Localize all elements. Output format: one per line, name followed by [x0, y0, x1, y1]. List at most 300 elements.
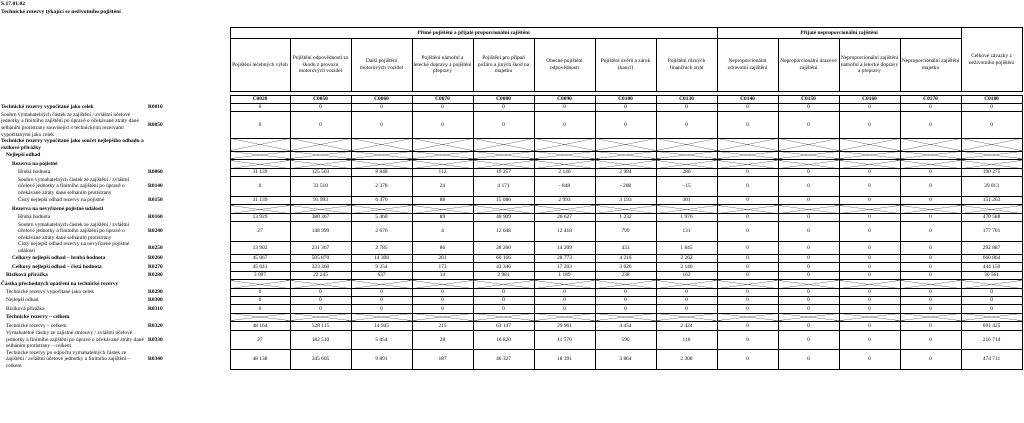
value-cell: 0 — [900, 350, 961, 370]
value-cell: 43 346 — [473, 263, 534, 271]
table-row — [0, 205, 1022, 213]
hatched-cell — [778, 313, 839, 321]
hatched-cell — [900, 313, 961, 321]
row-label: Rezerva na pojistné — [12, 160, 58, 167]
value-cell: 2 424 — [656, 322, 717, 330]
value-cell: 31 139 — [230, 168, 290, 176]
value-cell: 88 — [412, 196, 473, 204]
row-label: Rezerva na nevyřízené pojistné události — [12, 205, 104, 212]
hatched-cell — [778, 151, 839, 159]
value-cell: 19 257 — [473, 168, 534, 176]
hatched-cell — [961, 313, 1022, 321]
row-label: Nejlepší odhad — [6, 152, 41, 159]
value-cell: 4 454 — [595, 322, 656, 330]
hatched-cell — [290, 151, 351, 159]
hatched-cell — [412, 205, 473, 213]
table-row — [0, 177, 1022, 197]
value-cell: 0 — [900, 196, 961, 204]
value-cell: 48 164 — [230, 322, 290, 330]
hatched-cell — [656, 160, 717, 168]
value-cell: 0 — [839, 271, 900, 279]
table-row — [0, 305, 1022, 313]
value-cell: 345 605 — [290, 350, 351, 370]
table-row — [0, 280, 1022, 288]
hatched-cell — [351, 205, 412, 213]
value-cell: 0 — [900, 305, 961, 313]
value-cell: 0 — [961, 297, 1022, 305]
value-cell: 0 — [778, 263, 839, 271]
hatched-cell — [900, 151, 961, 159]
value-cell: 0 — [351, 104, 412, 112]
hatched-cell — [656, 205, 717, 213]
hatched-cell — [595, 160, 656, 168]
row-label: Souhrn vymahatelných částek ze zajištění / zvláštní účelové jednotky a finitního zajištění po úpravě o očekávané ztráty dané selháním protistrany související s technickými rezervami vypočítanými jako celek — [1, 111, 139, 138]
value-cell: 0 — [717, 288, 778, 296]
value-cell: 0 — [778, 255, 839, 263]
column-header-c0020: Pojištění léčebných výloh — [230, 39, 290, 92]
value-cell: 2 785 — [351, 241, 412, 254]
value-cell: 0 — [900, 213, 961, 221]
value-cell: 0 — [595, 104, 656, 112]
hatched-cell — [230, 138, 290, 151]
value-cell: 0 — [778, 322, 839, 330]
value-cell: 0 — [717, 177, 778, 197]
value-cell: 46 327 — [473, 350, 534, 370]
value-cell: 0 — [900, 263, 961, 271]
column-code-c0140: C0140 — [717, 96, 778, 104]
value-cell: 0 — [534, 104, 595, 112]
value-cell: 91 993 — [290, 196, 351, 204]
value-cell: 0 — [290, 305, 351, 313]
value-cell: 0 — [230, 104, 290, 112]
value-cell: 2 146 — [534, 168, 595, 176]
value-cell: 0 — [595, 305, 656, 313]
hatched-cell — [839, 205, 900, 213]
table-row — [0, 322, 1022, 330]
value-cell: 0 — [230, 305, 290, 313]
value-cell: 28 773 — [534, 255, 595, 263]
group-direct: Přímé pojištění a přijaté proporcionální zajištění — [230, 28, 717, 39]
value-cell: 505 870 — [290, 255, 351, 263]
hatched-cell — [961, 151, 1022, 159]
value-cell: 131 — [656, 222, 717, 242]
hatched-cell — [473, 160, 534, 168]
table-row — [0, 255, 1022, 263]
hatched-cell — [473, 205, 534, 213]
hatched-cell — [961, 205, 1022, 213]
value-cell: 3 626 — [595, 263, 656, 271]
value-cell: 0 — [778, 297, 839, 305]
column-code-c0180: C0180 — [961, 96, 1022, 104]
value-cell: 60 166 — [473, 255, 534, 263]
value-cell: 0 — [839, 222, 900, 242]
value-cell: 0 — [778, 330, 839, 350]
hatched-cell — [839, 151, 900, 159]
value-cell: 14 209 — [534, 241, 595, 254]
row-label: Čistý nejlepší odhad rezervy na pojistné — [18, 197, 105, 204]
row-code: R0300 — [148, 297, 163, 304]
table-row — [0, 263, 1022, 271]
value-cell: 0 — [656, 112, 717, 138]
row-label: Riziková přirážka — [6, 272, 48, 279]
hatched-cell — [778, 205, 839, 213]
table-row — [0, 271, 1022, 279]
value-cell: 301 — [656, 196, 717, 204]
value-cell: 0 — [534, 112, 595, 138]
hatched-cell — [656, 138, 717, 151]
hatched-cell — [534, 138, 595, 151]
row-code — [146, 160, 230, 168]
column-label-row — [0, 39, 1022, 92]
value-cell: 86 — [412, 241, 473, 254]
value-cell: 15 086 — [473, 196, 534, 204]
value-cell: 31 139 — [230, 196, 290, 204]
hatched-cell — [534, 205, 595, 213]
value-cell: 0 — [717, 168, 778, 176]
row-code: R0340 — [148, 356, 163, 363]
value-cell: 0 — [900, 271, 961, 279]
value-cell: 1 232 — [595, 213, 656, 221]
value-cell: 45 067 — [230, 255, 290, 263]
row-code: R0290 — [148, 289, 163, 295]
hatched-cell — [595, 280, 656, 288]
column-header-c0160: Neproporcionální zajištění námořní a letecké dopravy a přepravy — [839, 39, 900, 92]
value-cell: 33 510 — [290, 177, 351, 197]
row-code — [146, 138, 230, 151]
value-cell: 0 — [900, 112, 961, 138]
value-cell: 177 701 — [961, 222, 1022, 242]
hatched-cell — [656, 313, 717, 321]
value-cell: 2 378 — [351, 177, 412, 197]
hatched-cell — [230, 205, 290, 213]
value-cell: 0 — [351, 305, 412, 313]
value-cell: 0 — [656, 297, 717, 305]
value-cell: 27 — [230, 330, 290, 350]
row-code: R0280 — [148, 272, 163, 279]
table-row — [0, 297, 1022, 305]
hatched-cell — [900, 280, 961, 288]
row-label: Čistý nejlepší odhad rezervy na nevyřízené pojistné události — [18, 241, 130, 254]
value-cell: 39 013 — [961, 177, 1022, 197]
hatched-cell — [290, 313, 351, 321]
hatched-cell — [534, 160, 595, 168]
hatched-cell — [778, 280, 839, 288]
row-label: Souhrn vymahatelných částek ze zajištění / zvláštní účelové jednotky a finitního zajištění po úpravě o očekávané ztráty dané selháním protistrany — [18, 176, 130, 196]
hatched-cell — [473, 280, 534, 288]
row-code — [146, 313, 230, 321]
hatched-cell — [656, 280, 717, 288]
row-code: R0240 — [148, 228, 163, 235]
column-header-c0130: Pojištění různých finančních ztrát — [656, 39, 717, 92]
hatched-cell — [595, 205, 656, 213]
row-label: Technické rezervy po odpočtu vymahatelných částek ze zajištění / zvláštní účelové jednotky a finitního zajištění – celkem — [6, 349, 131, 370]
value-cell: 14 — [412, 271, 473, 279]
value-cell: 0 — [900, 322, 961, 330]
table-row — [0, 313, 1022, 321]
value-cell: 0 — [961, 104, 1022, 112]
value-cell: 12 648 — [473, 222, 534, 242]
table-row — [0, 151, 1022, 159]
hatched-cell — [900, 205, 961, 213]
value-cell: 0 — [900, 104, 961, 112]
value-cell: 0 — [656, 104, 717, 112]
hatched-cell — [717, 280, 778, 288]
column-code-c0090: C0090 — [534, 96, 595, 104]
row-label: Riziková přirážka — [6, 305, 45, 312]
value-cell: 2 993 — [534, 196, 595, 204]
row-code — [146, 205, 230, 213]
hatched-cell — [839, 280, 900, 288]
value-cell: 0 — [230, 177, 290, 197]
value-cell: 323 360 — [290, 263, 351, 271]
value-cell: 1 845 — [656, 241, 717, 254]
hatched-cell — [717, 205, 778, 213]
value-cell: 1 976 — [656, 213, 717, 221]
hatched-cell — [290, 160, 351, 168]
hatched-cell — [473, 313, 534, 321]
column-total-header: Celkové závazky z neživotního pojištění — [961, 28, 1022, 92]
column-code-row — [0, 96, 1022, 104]
value-cell: 151 263 — [961, 196, 1022, 204]
table-row — [0, 288, 1022, 296]
column-code-c0160: C0160 — [839, 96, 900, 104]
row-label: Technické rezervy vypočítané jako součet nejlepšího odhadu a rizikové přirážky — [1, 138, 144, 151]
value-cell: 3 097 — [230, 271, 290, 279]
value-cell: 2 308 — [656, 350, 717, 370]
value-cell: 89 — [412, 213, 473, 221]
value-cell: 0 — [290, 288, 351, 296]
value-cell: 0 — [778, 104, 839, 112]
value-cell: 30 561 — [961, 271, 1022, 279]
column-code-c0020: C0020 — [230, 96, 290, 104]
value-cell: 5 054 — [351, 330, 412, 350]
value-cell: 4 171 — [473, 177, 534, 197]
value-cell: 12 418 — [534, 222, 595, 242]
hatched-cell — [473, 138, 534, 151]
value-cell: 4 216 — [595, 255, 656, 263]
table-row — [0, 241, 1022, 254]
value-cell: 0 — [839, 241, 900, 254]
value-cell: 48 138 — [230, 350, 290, 370]
table-row — [0, 138, 1022, 151]
value-cell: 0 — [412, 305, 473, 313]
value-cell: 0 — [717, 213, 778, 221]
value-cell: 231 367 — [290, 241, 351, 254]
value-cell: 0 — [778, 222, 839, 242]
row-code: R0010 — [148, 104, 163, 111]
value-cell: 0 — [656, 288, 717, 296]
hatched-cell — [961, 280, 1022, 288]
group-header-row — [0, 28, 1022, 39]
value-cell: 0 — [778, 213, 839, 221]
row-label: Částka přechodných opatření na technické rezervy — [1, 280, 119, 287]
value-cell: - 208 — [595, 177, 656, 197]
value-cell: 0 — [351, 112, 412, 138]
table-row — [0, 168, 1022, 176]
hatched-cell — [230, 313, 290, 321]
value-cell: 148 999 — [290, 222, 351, 242]
value-cell: 0 — [778, 241, 839, 254]
value-cell: 162 — [656, 271, 717, 279]
value-cell: 0 — [839, 288, 900, 296]
table-row — [0, 213, 1022, 221]
column-code-c0070: C0070 — [412, 96, 473, 104]
value-cell: 16 820 — [473, 330, 534, 350]
value-cell: 216 714 — [961, 330, 1022, 350]
value-cell: 0 — [839, 263, 900, 271]
value-cell: 0 — [961, 112, 1022, 138]
value-cell: 0 — [900, 330, 961, 350]
row-label: Hrubá hodnota — [18, 169, 51, 176]
hatched-cell — [961, 138, 1022, 151]
value-cell: 0 — [778, 271, 839, 279]
column-header-c0150: Neproporcionální úrazové zajištění — [778, 39, 839, 92]
hatched-cell — [839, 313, 900, 321]
value-cell: 0 — [900, 168, 961, 176]
value-cell: 0 — [778, 168, 839, 176]
value-cell: 4 — [412, 222, 473, 242]
value-cell: 0 — [595, 288, 656, 296]
column-code-c0130: C0130 — [656, 96, 717, 104]
value-cell: - 848 — [534, 177, 595, 197]
value-cell: 0 — [717, 330, 778, 350]
value-cell: 2 981 — [473, 271, 534, 279]
hatched-cell — [595, 138, 656, 151]
hatched-cell — [230, 151, 290, 159]
column-header-c0100: Pojištění úvěrů a záruk (kaucí) — [595, 39, 656, 92]
table-row — [0, 160, 1022, 168]
row-label: Celkový nejlepší odhad – čistá hodnota — [12, 263, 102, 270]
column-header-c0170: Neproporcionální zajištění majetku — [900, 39, 961, 92]
value-cell: 292 887 — [961, 241, 1022, 254]
table-row — [0, 222, 1022, 242]
hatched-cell — [412, 280, 473, 288]
value-cell: 0 — [717, 297, 778, 305]
value-cell: 190 275 — [961, 168, 1022, 176]
table-row — [0, 330, 1022, 350]
value-cell: 0 — [839, 322, 900, 330]
value-cell: 474 711 — [961, 350, 1022, 370]
value-cell: 22 245 — [290, 271, 351, 279]
value-cell: 0 — [717, 104, 778, 112]
row-code — [146, 280, 230, 288]
row-code: R0160 — [148, 214, 163, 221]
value-cell: 26 627 — [534, 213, 595, 221]
value-cell: 28 — [412, 330, 473, 350]
row-code: R0270 — [148, 263, 163, 270]
value-cell: 0 — [717, 350, 778, 370]
value-cell: 0 — [839, 177, 900, 197]
row-label: Technické rezervy vypočítané jako celek — [6, 289, 94, 295]
row-label: Hrubá hodnota — [18, 214, 51, 221]
value-cell: 0 — [290, 297, 351, 305]
value-cell: 0 — [839, 213, 900, 221]
column-header-c0070: Pojištění námořní a letecké dopravy a pojištění přepravy — [412, 39, 473, 92]
row-code — [146, 151, 230, 159]
value-cell: 0 — [412, 112, 473, 138]
value-cell: 528 115 — [290, 322, 351, 330]
row-code: R0060 — [148, 169, 163, 176]
value-cell: 187 — [412, 350, 473, 370]
value-cell: 2 262 — [656, 255, 717, 263]
value-cell: 0 — [717, 305, 778, 313]
group-nonproportional: Přijaté neproporcionální zajištění — [717, 28, 961, 39]
value-cell: 444 150 — [961, 263, 1022, 271]
value-cell: 0 — [473, 112, 534, 138]
value-cell: 0 — [473, 104, 534, 112]
value-cell: 286 — [656, 168, 717, 176]
value-cell: 637 — [351, 271, 412, 279]
hatched-cell — [778, 160, 839, 168]
hatched-cell — [290, 205, 351, 213]
value-cell: 470 588 — [961, 213, 1022, 221]
hatched-cell — [290, 138, 351, 151]
row-label: Vymahatelné částky ze zajistné smlouvy / zvláštní účelové jednotky a finitního zajištění po úpravě o očekávané ztráty dané selháním protistrany – celkem — [6, 330, 144, 350]
value-cell: - 15 — [656, 177, 717, 197]
value-cell: 0 — [717, 196, 778, 204]
value-cell: 0 — [473, 305, 534, 313]
value-cell: 1 189 — [534, 271, 595, 279]
value-cell: 590 — [595, 330, 656, 350]
hatched-cell — [961, 160, 1022, 168]
value-cell: 0 — [473, 288, 534, 296]
form-code: S.17.01.02 — [1, 1, 26, 7]
value-cell: 0 — [900, 177, 961, 197]
value-cell: 63 147 — [473, 322, 534, 330]
value-cell: 0 — [900, 241, 961, 254]
hatched-cell — [534, 280, 595, 288]
column-header-c0060: Další pojištění motorových vozidel — [351, 39, 412, 92]
table-row — [0, 350, 1022, 370]
row-code: R0150 — [148, 197, 163, 204]
value-cell: 0 — [961, 305, 1022, 313]
value-cell: 24 — [412, 177, 473, 197]
value-cell: 0 — [412, 297, 473, 305]
value-cell: 0 — [839, 305, 900, 313]
value-cell: 0 — [717, 112, 778, 138]
value-cell: 0 — [717, 271, 778, 279]
row-label: Technické rezervy – celkem — [6, 314, 70, 321]
value-cell: 0 — [839, 168, 900, 176]
hatched-cell — [230, 160, 290, 168]
value-cell: 13 929 — [230, 213, 290, 221]
row-label: Celkový nejlepší odhad – hrubá hodnota — [12, 255, 106, 262]
value-cell: 0 — [534, 297, 595, 305]
hatched-cell — [595, 313, 656, 321]
value-cell: 0 — [900, 255, 961, 263]
value-cell: 0 — [595, 112, 656, 138]
value-cell: 0 — [900, 288, 961, 296]
value-cell: 0 — [717, 263, 778, 271]
column-code-c0060: C0060 — [351, 96, 412, 104]
value-cell: 18 391 — [534, 350, 595, 370]
value-cell: 40 909 — [473, 213, 534, 221]
value-cell: 0 — [900, 297, 961, 305]
value-cell: 0 — [412, 104, 473, 112]
value-cell: 0 — [717, 322, 778, 330]
value-cell: 691 425 — [961, 322, 1022, 330]
value-cell: 0 — [778, 112, 839, 138]
hatched-cell — [656, 151, 717, 159]
column-header-c0080: Pojištění pro případ požáru a jiných škod na majetku — [473, 39, 534, 92]
hatched-cell — [351, 313, 412, 321]
value-cell: 380 367 — [290, 213, 351, 221]
hatched-cell — [534, 313, 595, 321]
form-title: Technické rezervy týkající se neživotního pojištění — [1, 9, 121, 15]
value-cell: 215 — [412, 322, 473, 330]
value-cell: 27 — [230, 222, 290, 242]
value-cell: 28 260 — [473, 241, 534, 254]
